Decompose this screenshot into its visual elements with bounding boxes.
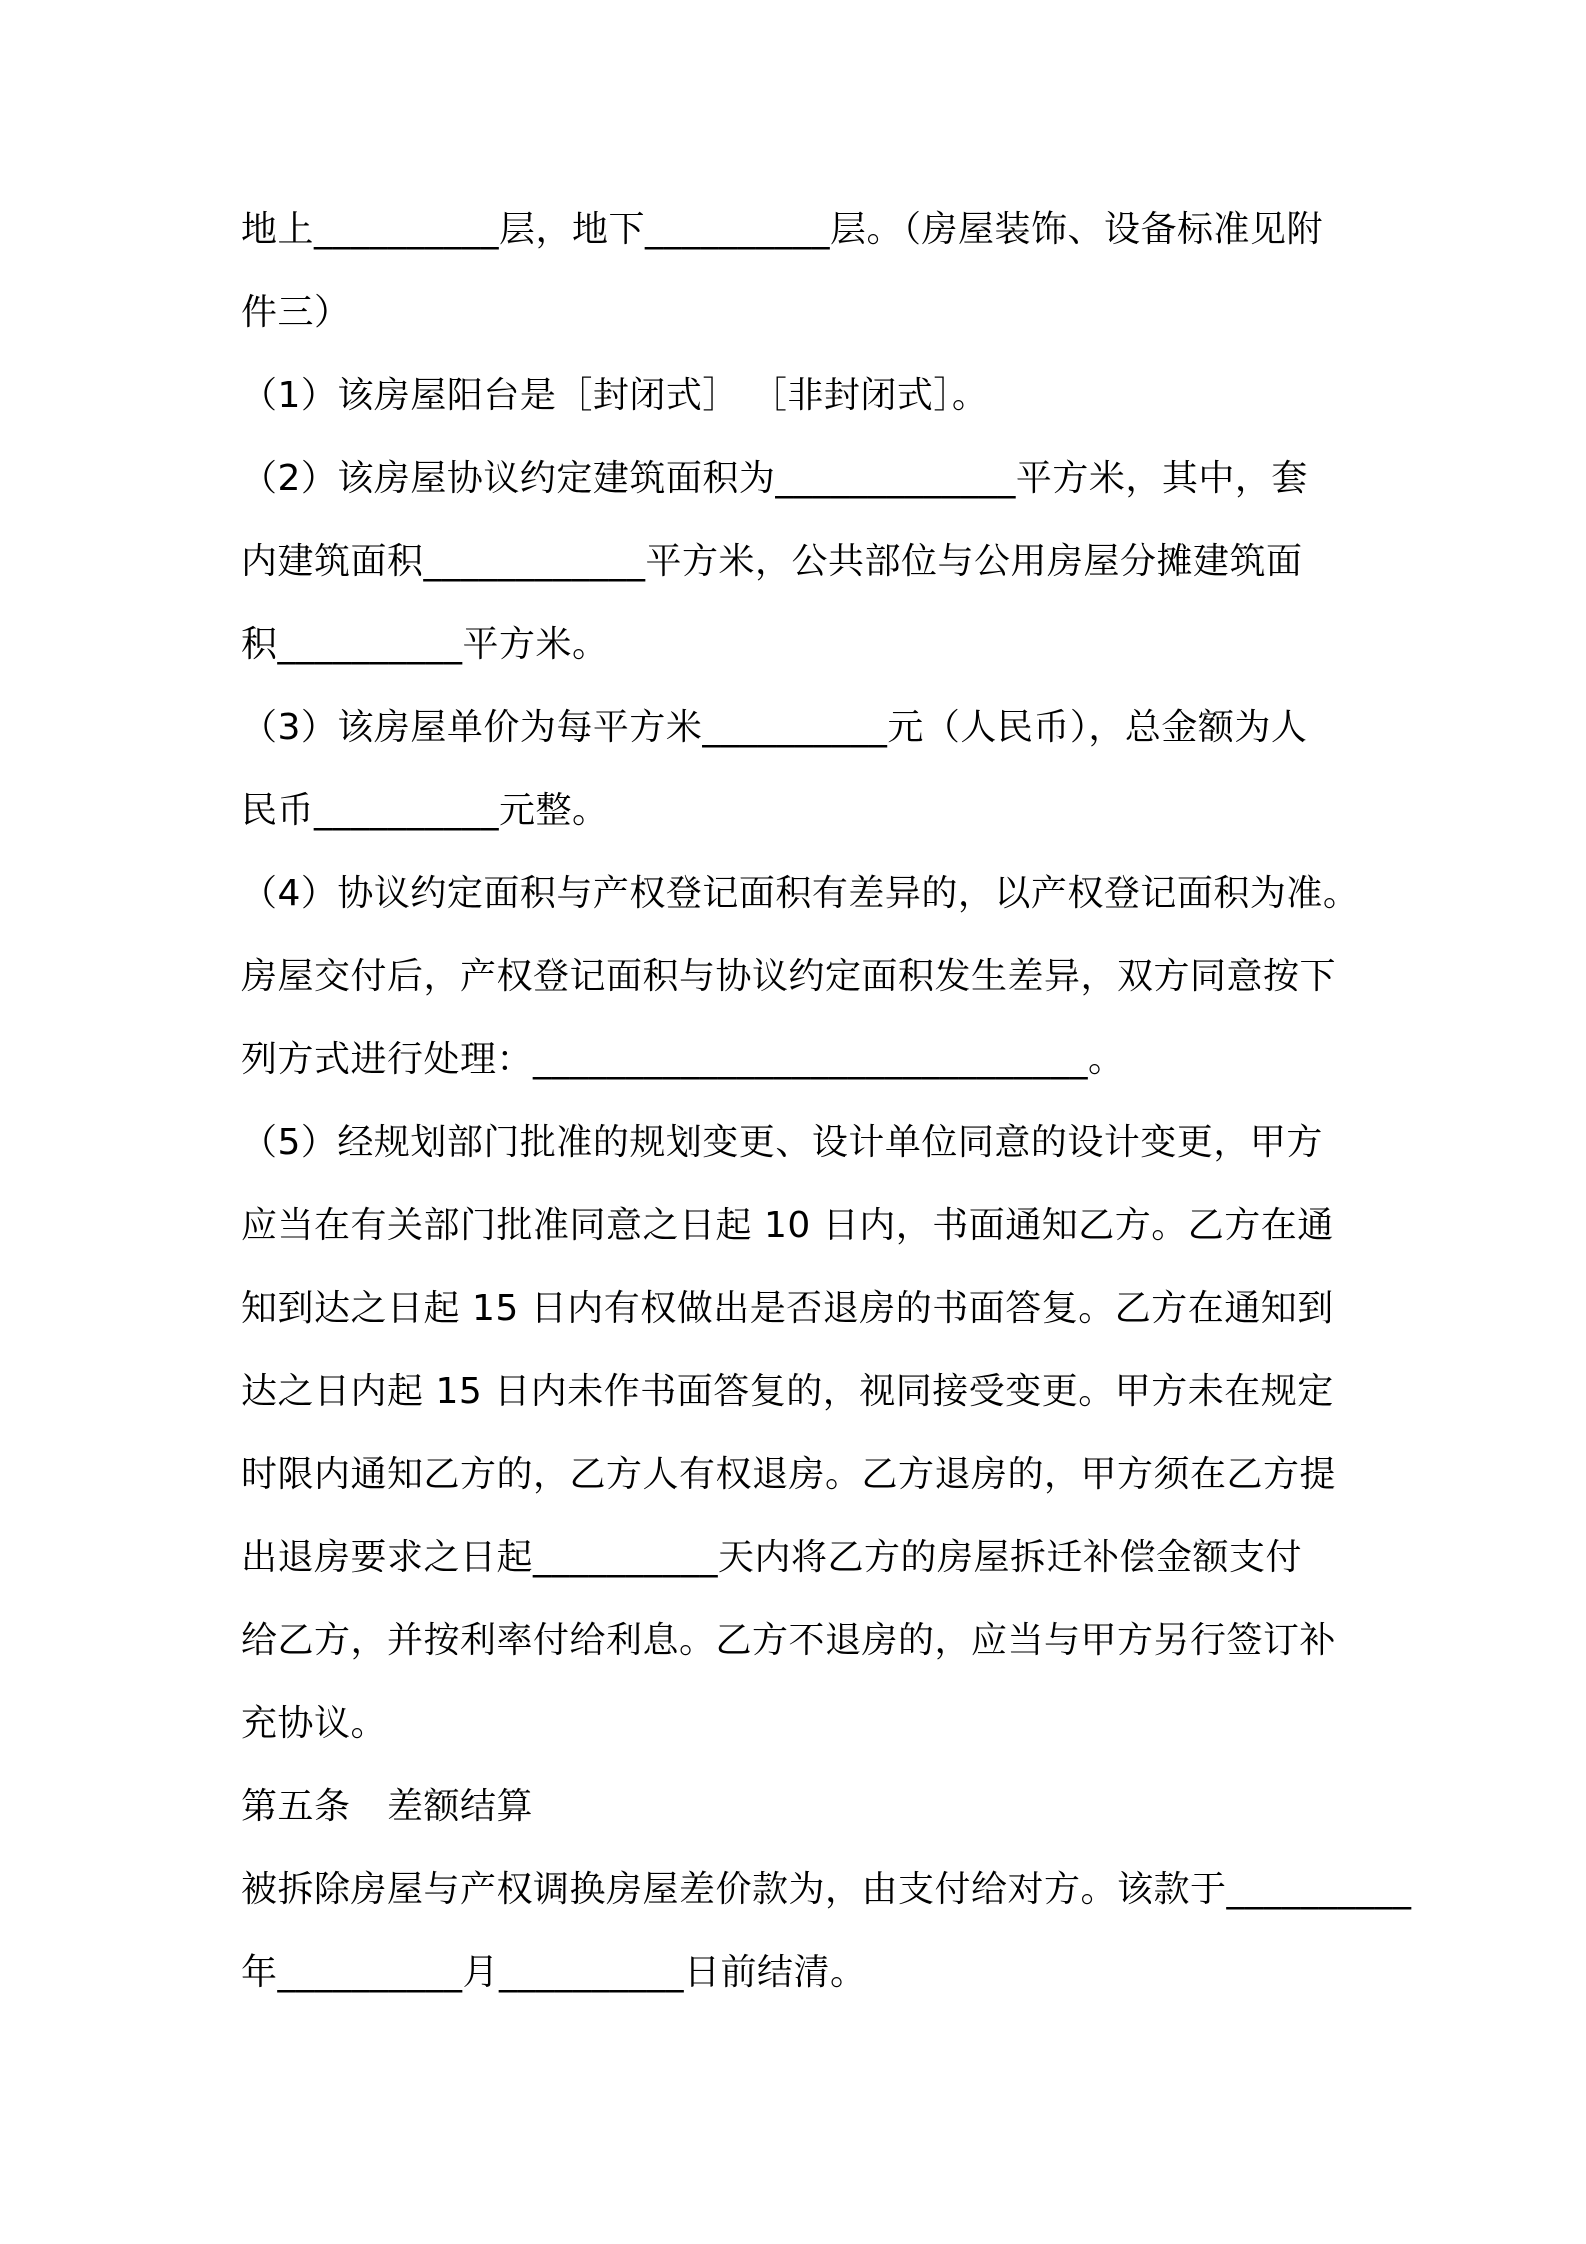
paragraph-line: 被拆除房屋与产权调换房屋差价款为，由支付给对方。该款于__________ bbox=[241, 1869, 1412, 1910]
article-heading: 第五条 差额结算 bbox=[241, 1786, 534, 1827]
paragraph-line: （4）协议约定面积与产权登记面积有差异的，以产权登记面积为准。 bbox=[241, 873, 1360, 914]
paragraph-line: 达之日内起 15 日内未作书面答复的，视同接受变更。甲方未在规定 bbox=[241, 1371, 1334, 1412]
paragraph-line: 年__________月__________日前结清。 bbox=[241, 1952, 867, 1993]
paragraph-line: （3）该房屋单价为每平方米__________元（人民币），总金额为人 bbox=[241, 707, 1308, 748]
paragraph-line: 地上__________层，地下__________层。（房屋装饰、设备标准见附 bbox=[241, 209, 1324, 250]
paragraph-line: （2）该房屋协议约定建筑面积为_____________平方米，其中，套 bbox=[241, 458, 1308, 499]
paragraph-line: 内建筑面积____________平方米，公共部位与公用房屋分摊建筑面 bbox=[241, 541, 1303, 582]
paragraph-line: 时限内通知乙方的，乙方人有权退房。乙方退房的，甲方须在乙方提 bbox=[241, 1454, 1337, 1495]
paragraph-line: 给乙方，并按利率付给利息。乙方不退房的，应当与甲方另行签订补 bbox=[241, 1620, 1337, 1661]
paragraph-line: 件三） bbox=[241, 292, 351, 333]
paragraph-line: （5）经规划部门批准的规划变更、设计单位同意的设计变更，甲方 bbox=[241, 1122, 1323, 1163]
paragraph-line: （1）该房屋阳台是［封闭式］ ［非封闭式］。 bbox=[241, 375, 989, 416]
paragraph-line: 民币__________元整。 bbox=[241, 790, 609, 831]
paragraph-line: 列方式进行处理：______________________________。 bbox=[241, 1039, 1125, 1080]
paragraph-line: 出退房要求之日起__________天内将乙方的房屋拆迁补偿金额支付 bbox=[241, 1537, 1303, 1578]
paragraph-line: 充协议。 bbox=[241, 1703, 388, 1744]
paragraph-line: 积__________平方米。 bbox=[241, 624, 609, 665]
paragraph-line: 应当在有关部门批准同意之日起 10 日内，书面通知乙方。乙方在通 bbox=[241, 1205, 1334, 1246]
paragraph-line: 房屋交付后，产权登记面积与协议约定面积发生差异，双方同意按下 bbox=[241, 956, 1337, 997]
paragraph-line: 知到达之日起 15 日内有权做出是否退房的书面答复。乙方在通知到 bbox=[241, 1288, 1334, 1329]
